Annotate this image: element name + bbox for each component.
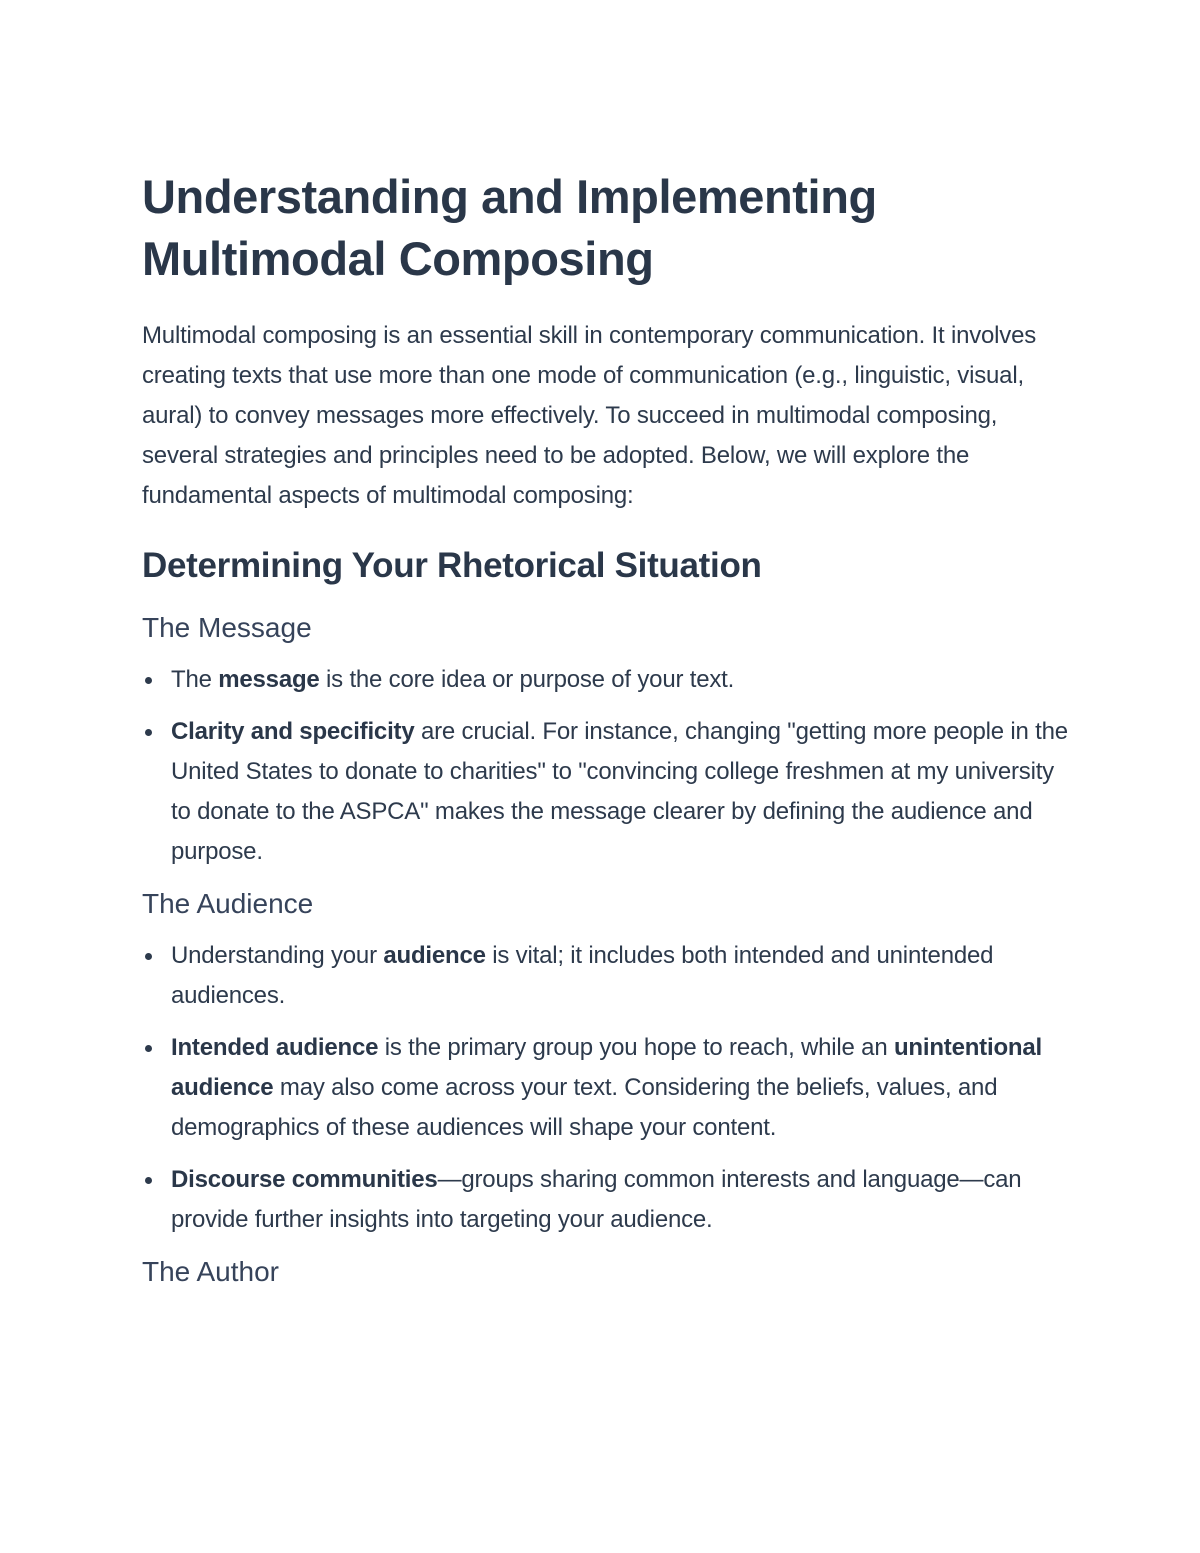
bullet-text: —groups sharing common interests and language—can provide further insights into targeting your audience. (171, 1166, 1022, 1233)
section-heading-rhetorical-situation: Determining Your Rhetorical Situation (142, 546, 762, 585)
bullet-icon (145, 953, 152, 960)
bullet-text: is vital; it includes both intended and unintended audiences. (171, 942, 994, 1009)
list-item (142, 1160, 1072, 1240)
bold-term: audience (383, 942, 486, 969)
subheading-message: The Message (142, 612, 312, 643)
bold-term: Discourse communities (171, 1166, 438, 1193)
bullet-icon (145, 1177, 152, 1184)
list-item (142, 936, 1072, 1016)
bullet-text: is the primary group you hope to reach, while an (378, 1034, 894, 1061)
bullet-icon (145, 729, 152, 736)
intro-paragraph: Multimodal composing is an essential skill in contemporary communication. It involves creating texts that use more than one mode of communication (e.g., linguistic, visual, aural) to convey messages more effectively. To succeed in multimodal composing, several strategies and principles need to be adopted. Below, we will explore the fundamental aspects of multimodal composing: (142, 322, 1037, 509)
bullet-icon (145, 1045, 152, 1052)
bullet-text: is the core idea or purpose of your text. (319, 666, 735, 693)
subheading-audience: The Audience (142, 888, 314, 919)
bold-term: Intended audience (171, 1034, 379, 1061)
bullet-icon (145, 677, 152, 684)
subheading-author: The Author (142, 1256, 279, 1287)
bullet-text: Understanding your (171, 942, 384, 969)
audience-bullet-list (142, 936, 1072, 1240)
bold-term: unintentional audience (171, 1034, 1042, 1101)
bullet-text: may also come across your text. Considering the beliefs, values, and demographics of these audiences will shape your content. (171, 1074, 998, 1141)
list-item (142, 1028, 1072, 1148)
message-bullet-list (142, 660, 1072, 872)
bullet-text: are crucial. For instance, changing "getting more people in the United States to donate to charities" to "convincing college freshmen at my university to donate to the ASPCA" makes the message clearer by defining the audience and purpose. (171, 718, 1068, 865)
document-title: Understanding and Implementing Multimodal Composing (142, 170, 877, 285)
bullet-text: The (171, 666, 219, 693)
document-page (142, 166, 1072, 1304)
list-item (142, 660, 1072, 700)
bold-term: Clarity and specificity (171, 718, 415, 745)
bold-term: message (218, 666, 320, 693)
list-item (142, 712, 1072, 872)
